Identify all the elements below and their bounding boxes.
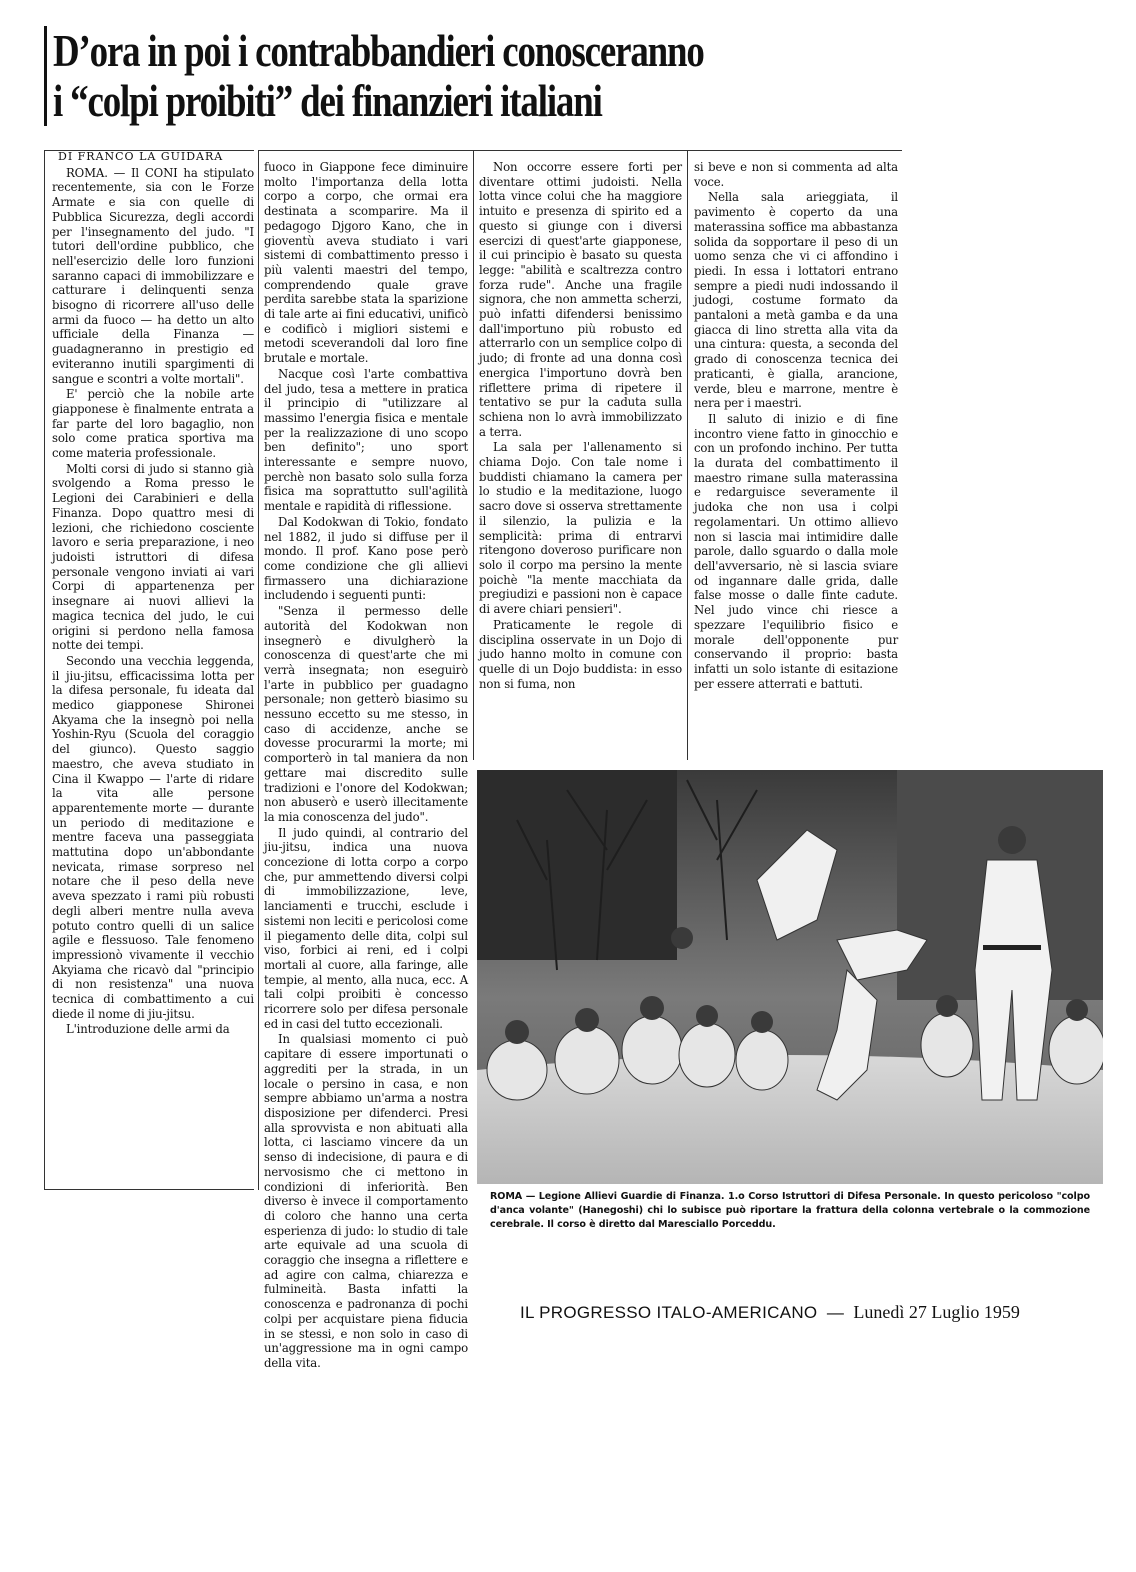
photo-illustration [477,770,1103,1184]
paragraph: Il judo quindi, al contrario del jiu-jitsu, indica una nuova concezione di lotta corpo a corpo che, pur ammettendo diversi colpi di immobilizzazione, leve, lanciamenti e trucchi, esclude i sistemi non leciti e pericolosi come il piegamento delle dita, colpi sul viso, forbici ai reni, ed i colpi mortali al cuore, alla faringe, alle tempie, al mento, alla nuca, ecc. A tali colpi proibiti è concesso ricorrere solo per difesa personale ed in casi del tutto eccezionali. [264,825,468,1031]
paragraph: La sala per l'allenamento si chiama Dojo. Con tale nome i buddisti chiamano la camera per lo studio e la meditazione, luogo sacro dove si osserva strettamente il silenzio, la pulizia e la semplicità: prima di entrarvi ritengono doveroso purificare non solo il corpo ma persino la mente poichè "la mente macchiata da pregiudizi e passioni non è capace di avere chiari pensieri". [479,440,682,617]
paragraph: Dal Kodokwan di Tokio, fondato nel 1882, il judo si diffuse per il mondo. Il prof. Kano pose però come condizione che gli allievi firmassero una dichiarazione includendo i seguenti punti: [264,514,468,603]
column-rule-3 [687,150,688,760]
column-bottom-rule [44,1189,254,1190]
paragraph: si beve e non si commenta ad alta voce. [694,160,898,189]
article-column-1 [52,150,254,1037]
paragraph: "Senza il permesso delle autorità del Kodokwan non insegnerò e divulgherò la conoscenza di quest'arte che mi verrà insegnata; non eseguirò l'arte in pubblico per guadagno personale; non getterò biasimo su nessuno eccetto su me stesso, in caso di accidenze, anche se dovesse procurarmi la morte; mi comporterò in tal maniera da non gettare mai discredito sulle tradizioni e l'onore del Kodokwan; non abuserò e userò illecitamente la mia conoscenza del judo". [264,604,468,824]
paragraph: Non occorre essere forti per diventare ottimi judoisti. Nella lotta vince colui che ha maggiore intuito e presenza di spirito ed a questo si giunge con i diversi esercizi di quest'arte giapponese, il cui principio è basato su questa legge: "abilità e scaltrezza contro forza rude". Anche una fragile signora, che non ammetta scherzi, può infatti difendersi benissimo dall'importuno più robusto ed atterrarlo con un semplice colpo di judo; di fronte ad una donna così energica l'importuno dovrà ben riflettere prima di ripetere il tentativo se pur la caduta sulla schiena non lo avrà immobilizzato a terra. [479,160,682,439]
byline: DI FRANCO LA GUIDARA [58,150,224,163]
paragraph: In qualsiasi momento ci può capitare di essere importunati o aggrediti per la strada, in un locale o persino in casa, e non sempre abbiamo un'arma a nostra disposizione per difenderci. Presi alla sprovvista e non abituati alla lotta, ci lasciamo vincere da un senso di indecisione, di paura e di nervosismo che ci mettono in condizioni di inferiorità. Ben diverso è invece il comportamento di coloro che hanno una certa esperienza di judo: lo studio di tale arte equivale ad una scuola di coraggio che insegna a riflettere e ad agire con calma, chiarezza e fulmineità. Basta infatti la conoscenza e padronanza di pochi colpi per acquistare piena fiducia in se stessi, e non solo in caso di un'aggressione ma in ogni campo della vita. [264,1032,468,1370]
article-column-2 [264,160,468,1371]
paragraph: Praticamente le regole di disciplina osservate in un Dojo di judo hanno molto in comune con quelle di un Dojo buddista: in esso non si fuma, non [479,617,682,691]
column-rule-2 [473,150,474,760]
judo-training-photo [477,770,1103,1184]
footer-dash: — [826,1303,844,1322]
col2-top-rule [258,150,473,151]
col4-top-rule [687,150,902,151]
paragraph: Nella sala arieggiata, il pavimento è coperto da una materassina soffice ma abbastanza solida da sopportare il peso di un uomo senza che vi ci affondino i piedi. In essa i lottatori entrano sempre a piedi nudi indossando il judogi, costume formato da pantaloni a metà gamba e da una giacca di lino stretta alla vita da una cintura: questa, a seconda del grado di conoscenza tecnica dei praticanti, è gialla, arancione, verde, bleu e marrone, mentre è nera per i maestri. [694,190,898,411]
paragraph: E' perciò che la nobile arte giapponese è finalmente entrata a far parte del loro bagaglio, non solo come pratica sportiva ma come materia professionale. [52,387,254,461]
article-column-4 [694,160,898,691]
footer [520,1302,1100,1323]
paragraph: ROMA. — Il CONI ha stipulato recentemente, sia con le Forze Armate e sia con quelle di Pubblica Sicurezza, degli accordi per l'insegnamento del judo. "I tutori dell'ordine pubblico, che nell'esercizio delle loro funzioni saranno capaci di immobilizzare e catturare i delinquenti senza bisogno di ricorrere all'uso delle armi da fuoco — ha detto un alto ufficiale della Finanza — guadagneranno in prestigio ed eviteranno inutili spargimenti di sangue e scontri a volte mortali". [52,165,254,386]
article-column-3 [479,160,682,691]
publication-name: IL PROGRESSO ITALO-AMERICANO [520,1303,818,1322]
paragraph: L'introduzione delle armi da [66,1022,230,1037]
headline [44,26,933,126]
headline-line-1: D’ora in poi i contrabbandieri conosceranno [53,26,704,76]
photo-caption: ROMA — Legione Allievi Guardie di Finanza. 1.o Corso Istruttori di Difesa Personale. In questo pericoloso "colpo d'anca volante" (Hanegoshi) chi lo subisce può riportare la frattura della colonna vertebrale o la commozione cerebrale. Il corso è diretto dal Maresciallo Porceddu. [490,1191,1090,1230]
paragraph: Secondo una vecchia leggenda, il jiu-jitsu, efficacissima lotta per la difesa personale, fu ideata dal medico giapponese Shironei Akyama che la insegnò poi nella Yoshin-Ryu (Scuola del coraggio del giunco). Questo saggio maestro, che aveva studiato in Cina il Kwappo — l'arte di ridare la vita alle persone apparentemente morte — durante un periodo di meditazione e mentre faceva una passeggiata mattutina dopo un'abbondante nevicata, rimase sorpreso nel notare che il peso della neve aveva spezzato i rami più robusti degli alberi mentre nulla aveva potuto contro quelli di un salice agile e flessuoso. Tale fenomeno impressionò vivamente il vecchio Akyiama che ricavò dal "principio di non resistenza" una nuova tecnica di combattimento a cui diede il nome di jiu-jitsu. [52,653,254,1021]
headline-line-2: i “colpi proibiti” dei finanzieri italiani [53,76,602,126]
column-rule-left [44,150,45,1190]
column-rule-1 [258,150,259,1190]
col3-top-rule [473,150,687,151]
paragraph: Nacque così l'arte combattiva del judo, tesa a mettere in pratica il principio di "utilizzare al massimo l'energia fisica e mentale per la realizzazione di uno scopo ben definito"; uno sport interessante e sempre nuovo, perchè non basato solo sulla forza fisica ma soprattutto sull'agilità mentale e rapidità di riflessione. [264,366,468,514]
publication-date: Lunedì 27 Luglio 1959 [853,1302,1020,1322]
paragraph: fuoco in Giappone fece diminuire molto l'importanza della lotta corpo a corpo, che ormai era destinata a scomparire. Ma il pedagogo Djgoro Kano, che in gioventù aveva studiato i vari sistemi di combattimento presso i più valenti maestri del tempo, comprendendo quale grave perdita sarebbe stata la sparizione di tale arte ai fini educativi, unificò e codificò i migliori sistemi e metodi sceverandoli dal loro fine brutale e mortale. [264,160,468,366]
paragraph: Il saluto di inizio e di fine incontro viene fatto in ginocchio e con un profondo inchino. Per tutta la durata del combattimento il maestro rimane sulla materassina e redarguisce severamente il judoka che non usa i colpi regolamentari. Un ottimo allievo non si lascia mai intimidire dalle parole, dallo sguardo o dalla mole dell'avversario, nè si lascia sviare od ingannare dalle grida, dalle false mosse o dalle finte cadute. Nel judo vince chi riesce a spezzare l'equilibrio fisico e morale dell'opponente pur conservando il proprio: basta infatti un solo istante di esitazione per essere atterrati e battuti. [694,411,898,691]
paragraph: Molti corsi di judo si stanno già svolgendo a Roma presso le Legioni dei Carabinieri e della Finanza. Dopo quattro mesi di lezioni, che richiedono cosciente lavoro e seria preparazione, i neo judoisti istruttori di difesa personale vengono inviati ai vari Corpi di appartenenza per insegnare ai nuovi allievi la magica tecnica del judo, le cui origini si perdono nella famosa notte dei tempi. [52,461,254,653]
